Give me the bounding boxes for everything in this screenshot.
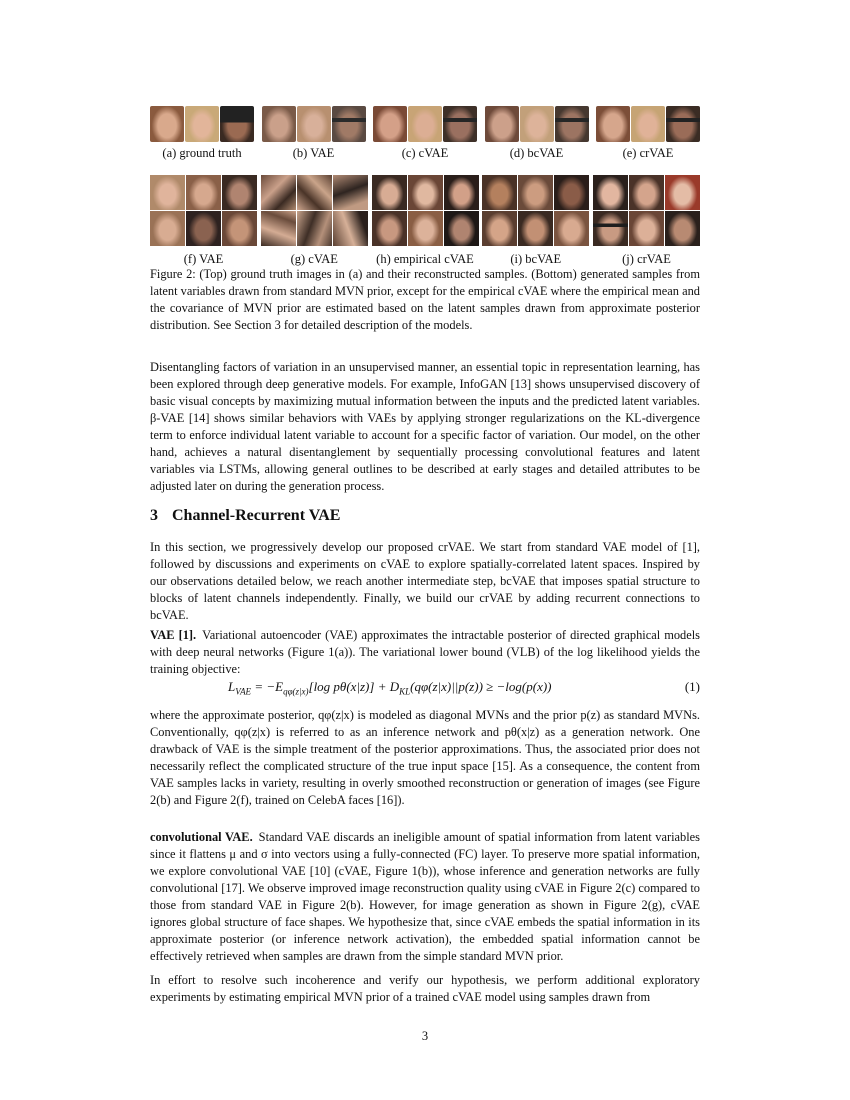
face-image (297, 211, 332, 246)
panel-label: (a) ground truth (162, 146, 242, 160)
paragraph-text: In effort to resolve such incoherence and verify our hypothesis, we perform additional exploratory experiments by estimating empirical MVN prior of a trained cVAE model using samples drawn from (150, 973, 700, 1004)
panel-crvae-generated (593, 175, 700, 267)
paragraph-heading: convolutional VAE. (150, 830, 253, 844)
panel-label: (b) VAE (292, 146, 335, 160)
figure-top-row (150, 106, 700, 161)
face-image (186, 175, 221, 210)
face-image (555, 106, 589, 142)
face-image (520, 106, 554, 142)
paragraph-text: In this section, we progressively develop our proposed crVAE. We start from standard VAE model of [1], followed by discussions and experiments on cVAE to explore spatially-correlated latent spaces. Inspired by our observations detailed below, we reach another intermediate step, bcVAE that imposes spatial structure to blocks of latent channels independently. Finally, we build our crVAE by adding recurrent connections to bcVAE. (150, 540, 700, 622)
panel-label: (f) VAE (183, 252, 224, 266)
panel-label: (d) bcVAE (509, 146, 564, 160)
face-image (220, 106, 254, 142)
face-image (665, 175, 700, 210)
face-image (297, 106, 331, 142)
conv-vae-paragraph (150, 829, 700, 965)
face-image (373, 106, 407, 142)
face-image (372, 211, 407, 246)
panel-vae-generated (150, 175, 257, 267)
section-intro-paragraph (150, 539, 700, 624)
section-title: Channel-Recurrent VAE (172, 507, 341, 524)
face-image (443, 106, 477, 142)
panel-bcvae-generated (482, 175, 589, 267)
panel-label: (h) empirical cVAE (376, 252, 474, 266)
face-image (444, 211, 479, 246)
face-image (554, 175, 589, 210)
intro-paragraph (150, 359, 700, 495)
figure-caption: Figure 2: (Top) ground truth images in (a) and their reconstructed samples. (Bottom) generated samples from latent variables drawn from standard MVN prior, except for the empirical cVAE where the empirical mean and the covariance of MVN prior are estimated based on the latent samples drawn from approximate posterior distribution. See Section 3 for detailed description of the models. (150, 267, 700, 332)
panel-bcvae (485, 106, 589, 161)
face-image (593, 175, 628, 210)
panel-cvae (373, 106, 477, 161)
face-image (297, 175, 332, 210)
face-image (593, 211, 628, 246)
paragraph-heading: VAE [1]. (150, 628, 197, 642)
face-grid (150, 175, 257, 246)
panel-label: (e) crVAE (622, 146, 674, 160)
face-image (444, 175, 479, 210)
face-image (629, 211, 664, 246)
panel-label: (j) crVAE (622, 252, 671, 266)
section-heading (150, 507, 340, 525)
vae-paragraph (150, 627, 700, 678)
face-image (333, 175, 368, 210)
paragraph-text: Variational autoencoder (VAE) approximates the intractable posterior of directed graphical models with deep neural networks (Figure 1(a)). The variational lower bound (VLB) of the log likelihood yields the training objective: (150, 628, 700, 676)
face-image (666, 106, 700, 142)
face-image (518, 175, 553, 210)
face-image (665, 211, 700, 246)
face-grid (482, 175, 589, 246)
face-image (485, 106, 519, 142)
face-image (262, 106, 296, 142)
face-image (261, 211, 296, 246)
face-image (261, 175, 296, 210)
figure-bottom-row (150, 175, 700, 267)
panel-cvae-generated (261, 175, 368, 267)
face-image (185, 106, 219, 142)
face-image (482, 211, 517, 246)
face-image (186, 211, 221, 246)
paragraph-text: Standard VAE discards an ineligible amount of spatial information from latent variables since it flattens μ and σ into vectors using a fully-connected (FC) layer. To preserve more spatial information, we explore convolutional VAE [10] (cVAE, Figure 1(b)), whose inference and generation networks are fully convolutional [17]. We observe improved image reconstruction quality using cVAE in Figure 2(c) compared to those from standard VAE in Figure 2(b). However, for image generation as shown in Figure 2(g), cVAE ignores global structure of face shapes. We hypothesize that, since cVAE embeds the spatial information in its approximate posterior (or inference network activation), the embedded spatial information cannot be effectively retrieved when samples are drawn from the simple standard MVN prior. (150, 830, 700, 963)
face-strip (373, 106, 477, 142)
face-strip (262, 106, 366, 142)
panel-label: (c) cVAE (401, 146, 449, 160)
face-image (222, 175, 257, 210)
last-paragraph (150, 972, 700, 1006)
face-grid (261, 175, 368, 246)
panel-empirical-cvae-generated (372, 175, 479, 267)
face-image (482, 175, 517, 210)
face-strip (485, 106, 589, 142)
face-strip (150, 106, 254, 142)
face-image (408, 211, 443, 246)
panel-vae (262, 106, 366, 161)
face-image (631, 106, 665, 142)
panel-crvae (596, 106, 700, 161)
face-image (629, 175, 664, 210)
panel-label: (i) bcVAE (510, 252, 562, 266)
paragraph-text: where the approximate posterior, qφ(z|x) is modeled as diagonal MVNs and the prior p(z) as standard MVNs. Conventionally, qφ(z|x) is referred to as an inference network and pθ(x|z) as a generation network. One drawback of VAE is the simple treatment of the posterior approximations. Thus, the associated prior does not necessarily reflect the complicated structure of the true input space [15]. As a consequence, the content from VAE samples lacks in variety, resulting in overly smoothed reconstruction or generation of images (see Figure 2(b) and Figure 2(f), trained on CelebA faces [16]). (150, 708, 700, 807)
equation-vlb (150, 679, 700, 699)
face-image (518, 211, 553, 246)
panel-ground-truth (150, 106, 254, 161)
face-image (150, 175, 185, 210)
face-grid (593, 175, 700, 246)
face-grid (372, 175, 479, 246)
face-image (408, 175, 443, 210)
face-image (372, 175, 407, 210)
face-image (332, 106, 366, 142)
face-image (333, 211, 368, 246)
face-image (150, 106, 184, 142)
paragraph-text: Disentangling factors of variation in an unsupervised manner, an essential topic in representation learning, has been explored through deep generative models. For example, InfoGAN [13] shows unsupervised discovery of basic visual concepts by maximizing mutual information between the inputs and the predicted latent variables. β-VAE [14] shows similar behaviors with VAEs by applying stronger regularizations on the KL-divergence term to enforce individual latent variable to account for a specific factor of variation. Our model, on the other hand, achieves a natural disentanglement by sequentially processing convolutional features and latent variables via LSTMs, allowing general outlines to be described at early stages and detailed attributes to be adjusted later on during the generation process. (150, 360, 700, 493)
after-equation-paragraph (150, 707, 700, 809)
face-image (408, 106, 442, 142)
face-image (150, 211, 185, 246)
page-number: 3 (421, 1029, 429, 1043)
equation-body: $L_{VAE} = -E_{q\varphi(z|x)}[\log$ $p\theta(x|z)] + D_{KL}(q\varphi(z|x)||p(z)) \ge -\log(p(x))$ (228, 679, 552, 697)
face-image (596, 106, 630, 142)
face-strip (596, 106, 700, 142)
panel-label: (g) cVAE (290, 252, 338, 266)
face-image (554, 211, 589, 246)
equation-number: (1) (684, 679, 700, 694)
face-image (222, 211, 257, 246)
section-number: 3 (150, 507, 158, 524)
